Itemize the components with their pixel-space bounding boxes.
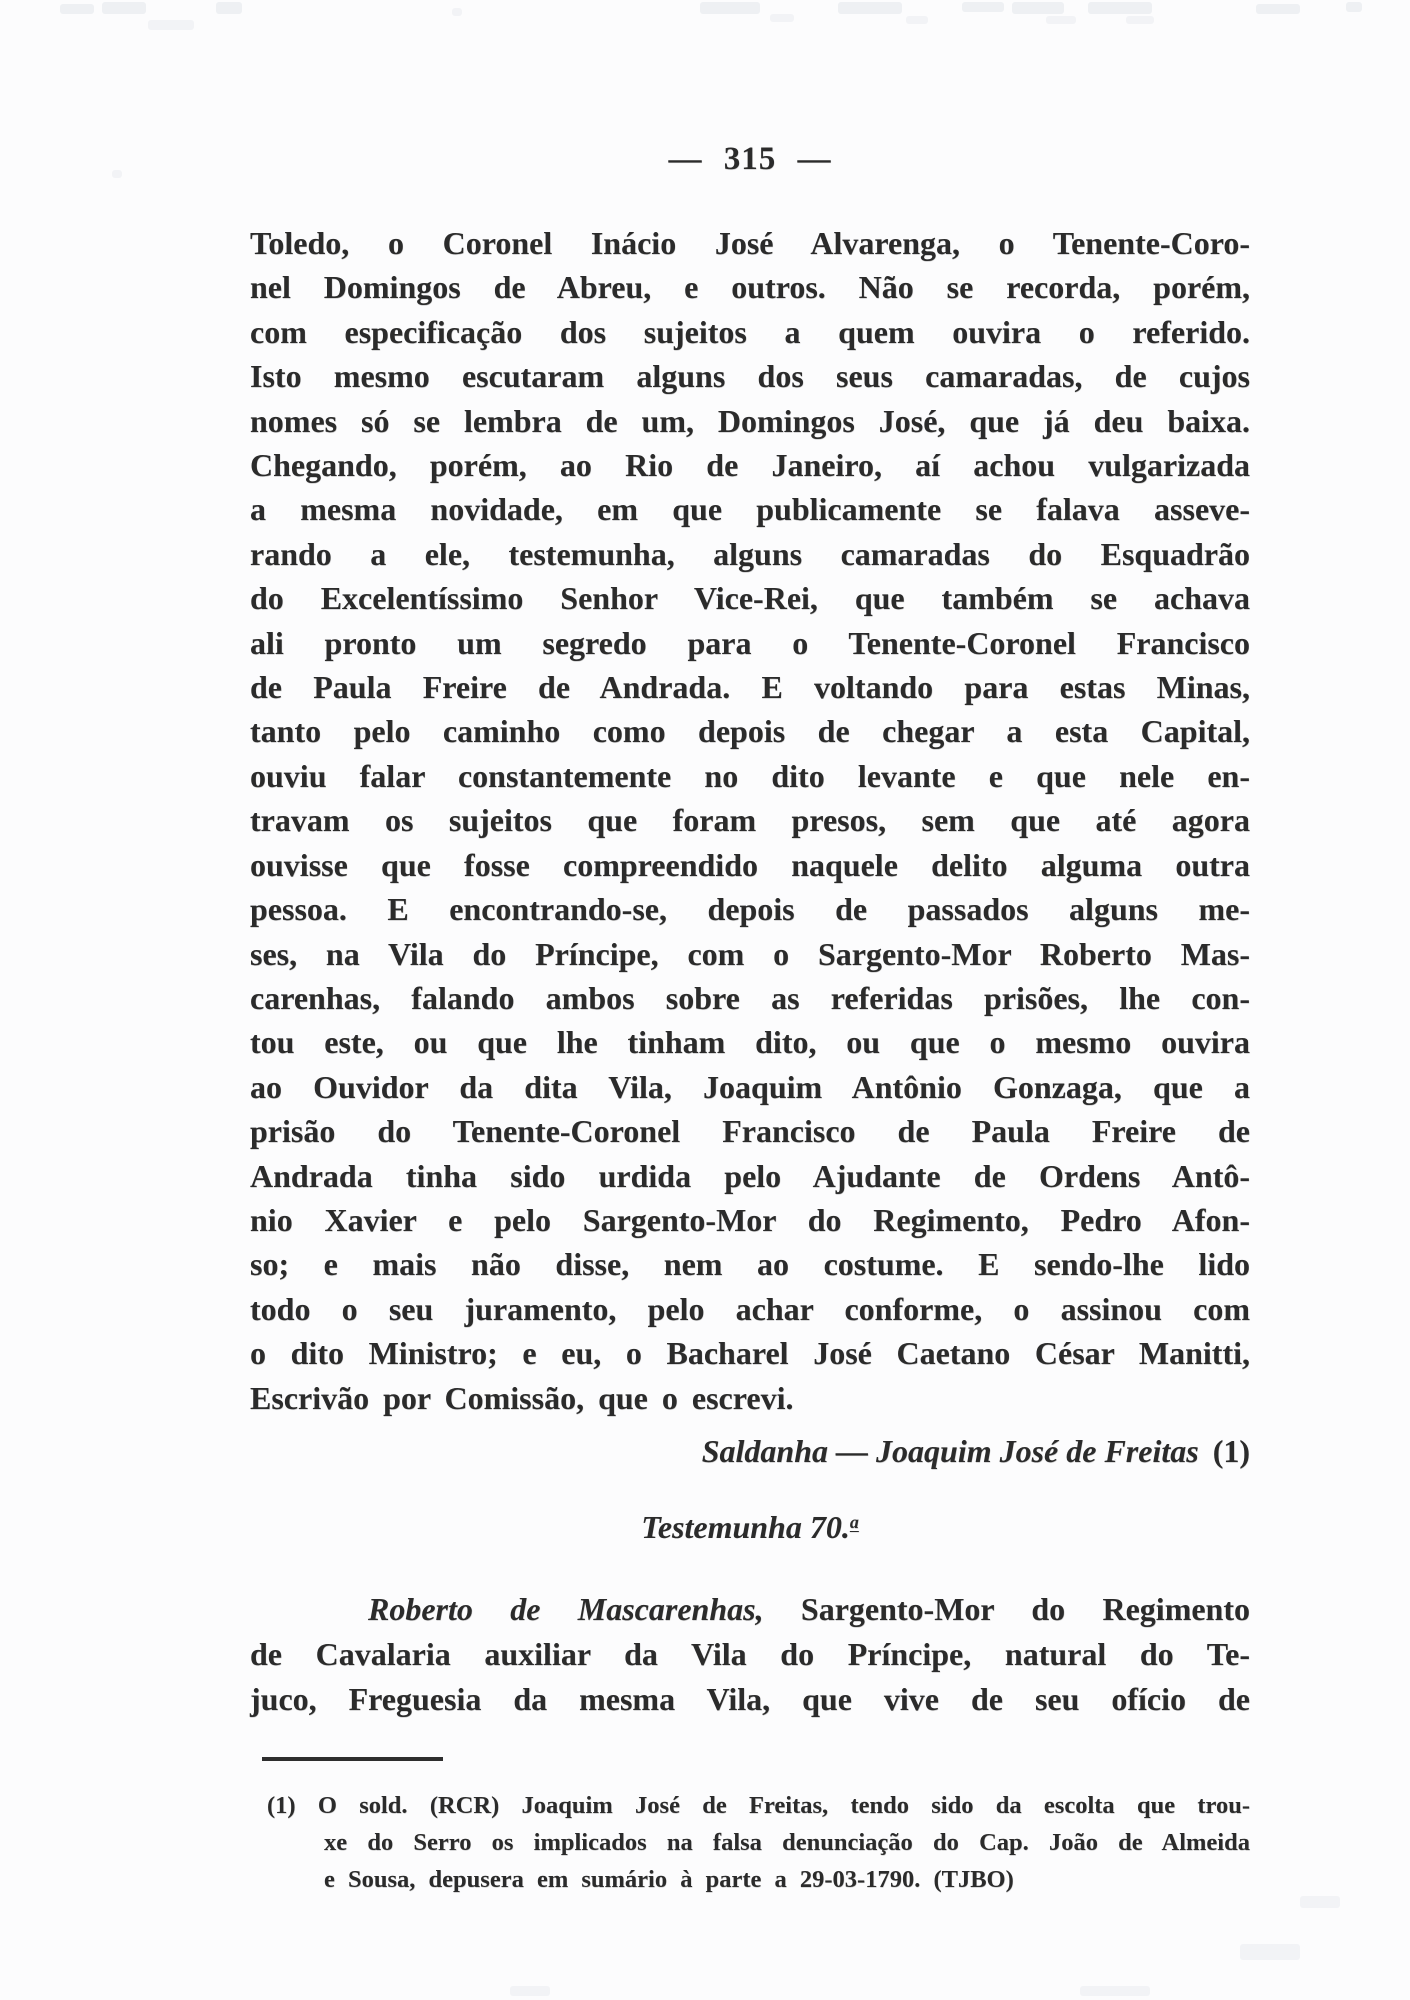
text-line: do Excelentíssimo Senhor Vice-Rei, que também se achava xyxy=(250,580,1250,617)
text-line: tou este, ou que lhe tinham dito, ou que o mesmo ouvira xyxy=(250,1024,1250,1061)
footnote-divider xyxy=(262,1757,443,1761)
scan-artifact xyxy=(1012,2,1064,14)
text-line xyxy=(267,1787,1250,1824)
scan-artifact xyxy=(148,20,194,30)
scan-artifact xyxy=(1126,16,1154,24)
scan-artifact xyxy=(962,2,1004,12)
scan-artifact xyxy=(1300,1896,1340,1908)
footnote xyxy=(267,1787,1250,1898)
witness-heading-ordinal: a xyxy=(849,1512,859,1532)
second-witness-paragraph xyxy=(250,1587,1250,1722)
text-line: o dito Ministro; e eu, o Bacharel José Caetano César Manitti, xyxy=(250,1335,1250,1372)
footnote-reference: (1) xyxy=(1212,1433,1250,1469)
text-segment: Sargento-Mor do Regimento xyxy=(763,1591,1250,1627)
scan-artifact xyxy=(1240,1944,1300,1960)
scan-artifact xyxy=(906,16,928,24)
scan-artifact xyxy=(1080,1986,1150,1996)
page-number: — 315 — xyxy=(668,141,832,177)
text-line: nomes só se lembra de um, Domingos José, que já deu baixa. xyxy=(250,402,1250,439)
footnote-lines xyxy=(267,1824,1250,1898)
text-line: Toledo, o Coronel Inácio José Alvarenga, o Tenente-Coro- xyxy=(250,225,1250,261)
text-line: xe do Serro os implicados na falsa denunciação do Cap. João de Almeida xyxy=(324,1829,1250,1856)
text-line: rando a ele, testemunha, alguns camaradas do Esquadrão xyxy=(250,535,1250,572)
scan-artifact xyxy=(112,170,122,178)
scan-artifact xyxy=(1088,2,1152,14)
scan-artifact xyxy=(1046,16,1076,24)
text-line: Chegando, porém, ao Rio de Janeiro, aí achou vulgarizada xyxy=(250,447,1250,484)
scan-artifact xyxy=(700,2,760,14)
deposition-paragraph xyxy=(250,221,1250,1420)
text-line: travam os sujeitos que foram presos, sem que até agora xyxy=(250,802,1250,839)
text-line: prisão do Tenente-Coronel Francisco de Paula Freire de xyxy=(250,1113,1250,1150)
text-line: ouvisse que fosse compreendido naquele delito alguma outra xyxy=(250,846,1250,883)
scan-artifact xyxy=(1256,4,1300,14)
scan-artifact xyxy=(216,2,242,14)
scan-artifact xyxy=(1346,2,1362,12)
scan-artifact xyxy=(770,14,794,22)
scan-artifact xyxy=(510,1986,550,1996)
witness-heading xyxy=(250,1500,1250,1549)
text-line: ouviu falar constantemente no dito levante e que nele en- xyxy=(250,757,1250,794)
text-line: carenhas, falando ambos sobre as referidas prisões, lhe con- xyxy=(250,979,1250,1016)
text-line: com especificação dos sujeitos a quem ouvira o referido. xyxy=(250,313,1250,350)
text-line: nio Xavier e pelo Sargento-Mor do Regimento, Pedro Afon- xyxy=(250,1201,1250,1238)
footnote-marker: (1) xyxy=(267,1792,296,1819)
text-line: todo o seu juramento, pelo achar conforme, o assinou com xyxy=(250,1290,1250,1327)
text-line: juco, Freguesia da mesma Vila, que vive de seu ofício de xyxy=(250,1681,1250,1717)
text-line: ses, na Vila do Príncipe, com o Sargento-Mor Roberto Mas- xyxy=(250,935,1250,972)
text-line: e Sousa, depusera em sumário à parte a 29-03-1790. (TJBO) xyxy=(324,1866,1014,1893)
text-line: tanto pelo caminho como depois de chegar a esta Capital, xyxy=(250,713,1250,750)
scan-artifact xyxy=(838,2,902,14)
scan-artifact xyxy=(60,4,94,14)
signature-names: Saldanha — Joaquim José de Freitas xyxy=(701,1433,1199,1469)
text-line: Isto mesmo escutaram alguns dos seus camaradas, de cujos xyxy=(250,358,1250,395)
witness-name-italic: Roberto de Mascarenhas, xyxy=(368,1591,764,1627)
footnote-line1: O sold. (RCR) Joaquim José de Freitas, tendo sido da escolta que trou- xyxy=(317,1792,1251,1819)
paragraph-lines xyxy=(250,1632,1250,1722)
scan-artifact xyxy=(102,2,146,14)
text-line: pessoa. E encontrando-se, depois de passados alguns me- xyxy=(250,891,1250,928)
text-line: nel Domingos de Abreu, e outros. Não se recorda, porém, xyxy=(250,269,1250,306)
text-line: ali pronto um segredo para o Tenente-Coronel Francisco xyxy=(250,624,1250,661)
witness-heading-text: Testemunha 70. xyxy=(641,1508,850,1545)
text-line xyxy=(250,1587,1250,1632)
signature-line xyxy=(250,1429,1250,1473)
text-line: ao Ouvidor da dita Vila, Joaquim Antônio Gonzaga, que a xyxy=(250,1068,1250,1105)
scan-artifact xyxy=(452,8,462,16)
text-line: so; e mais não disse, nem ao costume. E sendo-lhe lido xyxy=(250,1246,1250,1283)
text-line: de Paula Freire de Andrada. E voltando para estas Minas, xyxy=(250,669,1250,706)
text-line: de Cavalaria auxiliar da Vila do Príncipe, natural do Te- xyxy=(250,1636,1250,1672)
text-line: Andrada tinha sido urdida pelo Ajudante de Ordens Antô- xyxy=(250,1157,1250,1194)
text-line: a mesma novidade, em que publicamente se falava asseve- xyxy=(250,491,1250,528)
text-line: Escrivão por Comissão, que o escrevi. xyxy=(250,1379,794,1416)
